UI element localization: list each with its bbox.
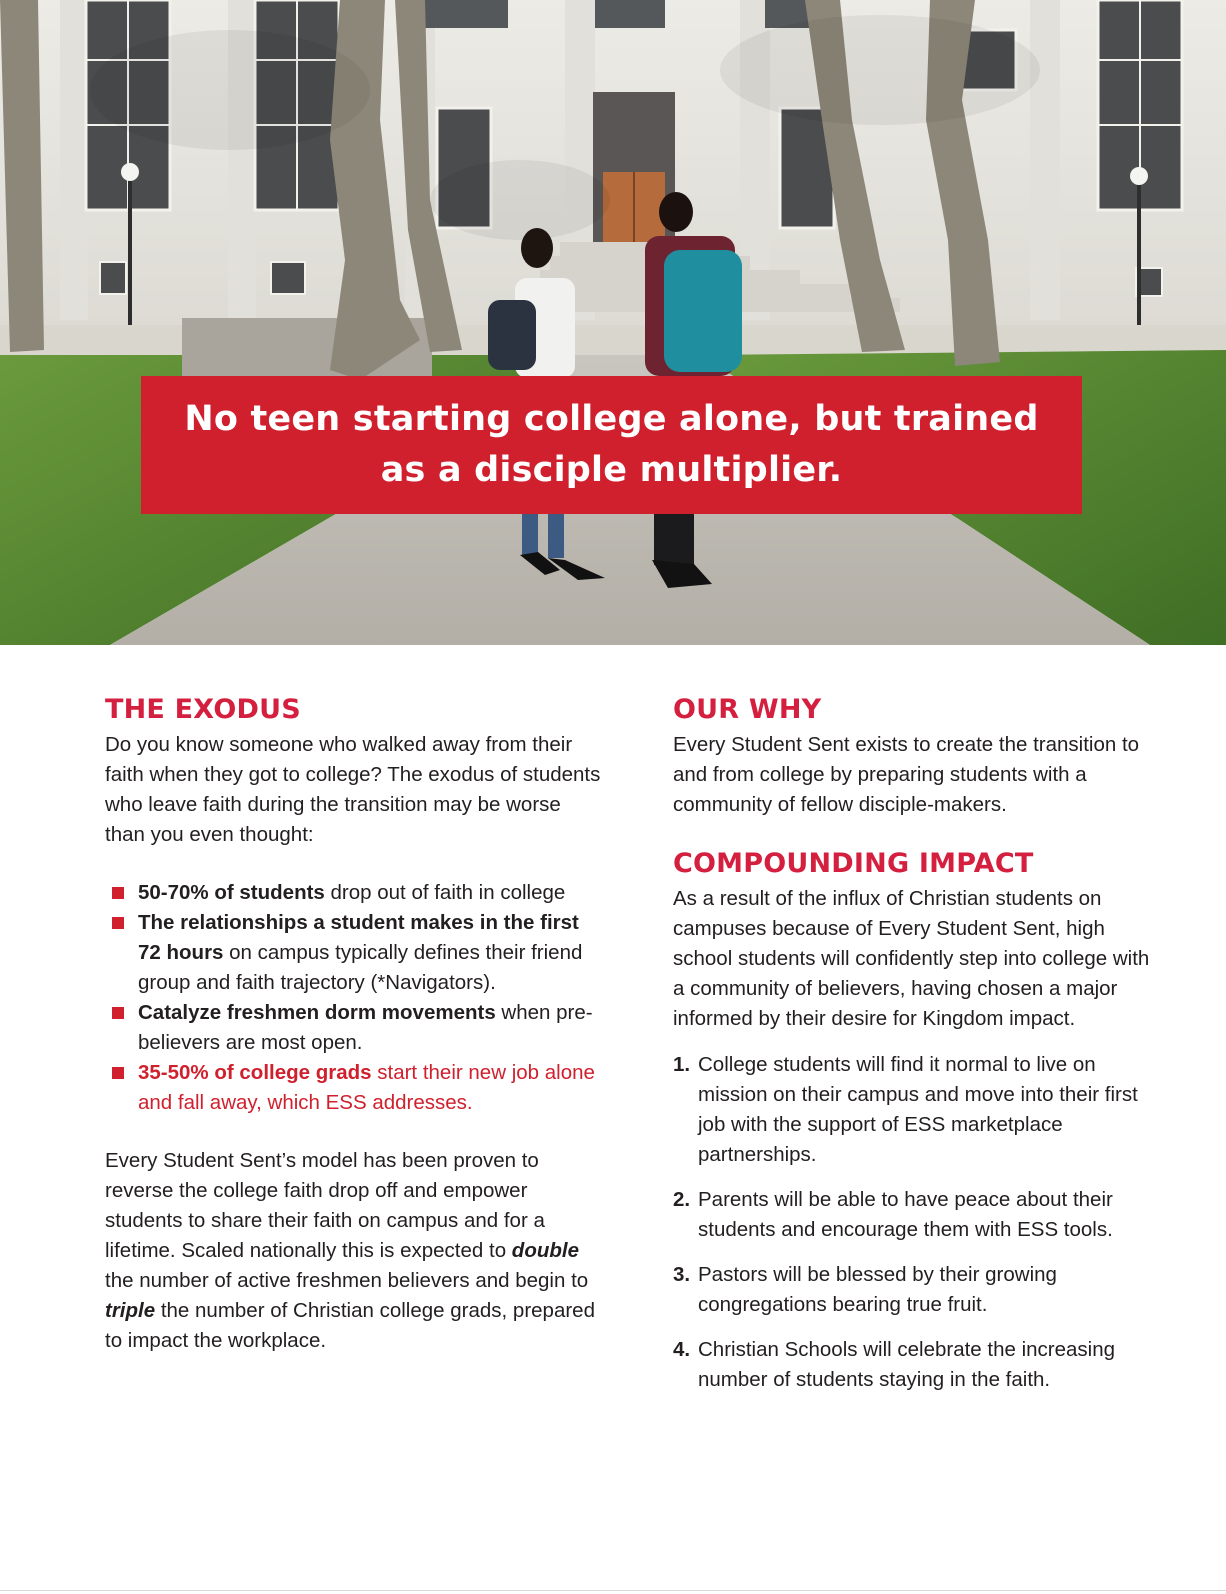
list-item: The relationships a student makes in the first 72 hours on campus typically defines their friend group and faith trajectory (*Navigators). [105,908,605,998]
list-item: 2. Parents will be able to have peace about their students and encourage them with ESS tools. [673,1188,1113,1241]
impact-numbered-list [673,1050,1153,1395]
exodus-section [105,692,605,1356]
emphasis-triple: triple [105,1299,156,1322]
list-item: 3. Pastors will be blessed by their growing congregations bearing true fruit. [673,1263,1057,1316]
why-text: Every Student Sent exists to create the transition to and from college by preparing students with a community of fellow disciple-makers. [673,733,1140,816]
hero-photo [0,0,1226,645]
list-item-highlight: 35-50% of college grads start their new job alone and fall away, which ESS addresses. [105,1058,605,1118]
square-bullet-icon [112,1067,124,1079]
square-bullet-icon [112,887,124,899]
list-item: Catalyze freshmen dorm movements when pre-believers are most open. [105,998,605,1058]
square-bullet-icon [112,917,124,929]
headline-text: No teen starting college alone, but trained as a disciple multiplier. [184,399,1039,490]
right-column [673,692,1153,1410]
list-item: 1. College students will find it normal to live on mission on their campus and move into their first job with the support of ESS marketplace partnerships. [673,1053,1138,1166]
exodus-intro: Do you know someone who walked away from their faith when they got to college? The exodus of students who leave faith during the transition may be worse than you even thought: [105,733,601,846]
emphasis-double: double [511,1239,579,1262]
headline-banner [141,376,1082,514]
exodus-bullet-list [105,878,605,1118]
list-item: 4. Christian Schools will celebrate the increasing number of students staying in the faith. [673,1338,1116,1391]
page-bottom-divider [0,1590,1226,1591]
impact-heading: COMPOUNDING IMPACT [673,848,1034,879]
square-bullet-icon [112,1007,124,1019]
impact-intro: As a result of the influx of Christian students on campuses because of Every Student Sent, high school students will confidently step into college with a community of believers, having chosen a major informed by their desire for Kingdom impact. [673,887,1150,1030]
campus-scene-image [0,0,1226,645]
exodus-closing-paragraph: Every Student Sent’s model has been proven to reverse the college faith drop off and empower students to share their faith on campus and for a lifetime. Scaled nationally this is expected to double the number of active freshmen believers and begin to triple the number of Christian college grads, prepared to impact the workplace. [105,1149,595,1352]
list-item: 50-70% of students drop out of faith in college [105,878,605,908]
exodus-heading: THE EXODUS [105,694,301,725]
why-heading: OUR WHY [673,694,822,725]
